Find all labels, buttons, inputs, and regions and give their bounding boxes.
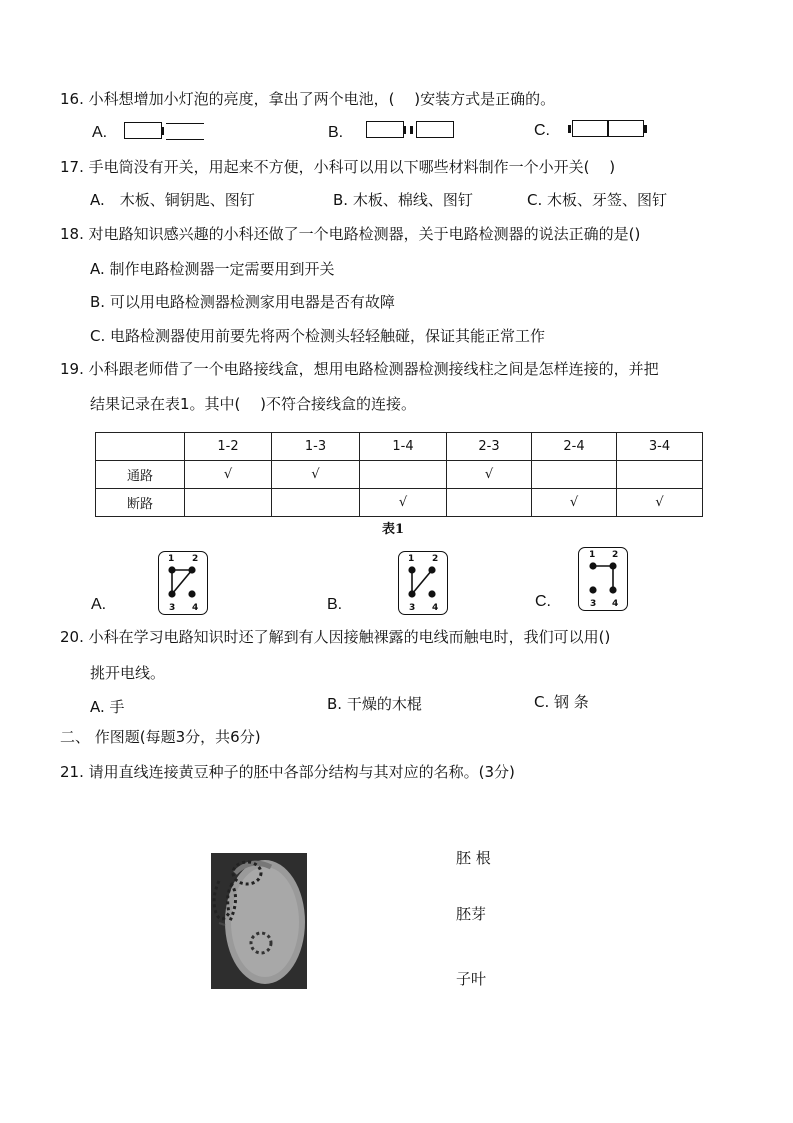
q18-option-c: C. 电路检测器使用前要先将两个检测头轻轻触碰，保证其能正常工作 xyxy=(90,327,546,345)
label-plumule: 胚芽 xyxy=(456,905,487,923)
terminal-label: 2 xyxy=(612,550,619,560)
q17-text: 17. 手电筒没有开关，用起来不方便，小科可以用以下哪些材料制作一个小开关( ) xyxy=(60,158,616,176)
table-cell: √ xyxy=(185,461,272,489)
q19-text-line1: 19. 小科跟老师借了一个电路接线盒，想用电路检测器检测接线柱之间是怎样连接的，并把 xyxy=(60,360,659,378)
table-cell xyxy=(360,461,447,489)
label-radicle: 胚 根 xyxy=(456,849,491,867)
terminal-label: 1 xyxy=(589,550,596,560)
table-cell: √ xyxy=(272,461,360,489)
table-header: 1-4 xyxy=(360,433,447,461)
terminal-label: 1 xyxy=(168,554,175,564)
table-cell: √ xyxy=(360,489,447,517)
terminal-label: 3 xyxy=(590,599,597,609)
table-cell xyxy=(532,461,617,489)
table-cell: √ xyxy=(617,489,703,517)
q17-option-b: B. 木板、棉线、图钉 xyxy=(333,191,473,209)
q20-text-line2: 挑开电线。 xyxy=(90,664,166,682)
table-cell xyxy=(96,433,185,461)
table-cell xyxy=(185,489,272,517)
terminal-label: 4 xyxy=(192,603,199,613)
q18-option-a: A. 制作电路检测器一定需要用到开关 xyxy=(90,260,335,278)
table-header: 1-3 xyxy=(272,433,360,461)
table-cell xyxy=(617,461,703,489)
table-cell: √ xyxy=(447,461,532,489)
q17-option-a: A. 木板、铜钥匙、图钉 xyxy=(90,191,255,209)
table-header: 2-4 xyxy=(532,433,617,461)
terminal-label: 3 xyxy=(409,603,416,613)
q19-option-a: A. xyxy=(91,596,107,613)
table-row xyxy=(96,461,703,489)
wiring-lines-c xyxy=(577,546,627,610)
q19-text-line2: 结果记录在表1。其中( )不符合接线盒的连接。 xyxy=(90,395,417,413)
q16-option-b: B. xyxy=(328,124,344,141)
terminal-label: 1 xyxy=(408,554,415,564)
q20-option-c: C. 钢 条 xyxy=(534,693,589,711)
wiring-box-b xyxy=(398,551,448,615)
q16-option-a: A. xyxy=(92,124,108,141)
q16-text: 16. 小科想增加小灯泡的亮度，拿出了两个电池，( )安装方式是正确的。 xyxy=(60,90,556,108)
wiring-lines-b xyxy=(397,550,447,614)
table-cell xyxy=(447,489,532,517)
section-title: 二、 作图题(每题3分，共6分) xyxy=(60,728,261,746)
terminal-label: 2 xyxy=(192,554,199,564)
q20-text-line1: 20. 小科在学习电路知识时还了解到有人因接触裸露的电线而触电时，我们可以用() xyxy=(60,628,611,646)
table-header-row xyxy=(96,433,703,461)
wiring-box-c xyxy=(578,547,628,611)
row-label: 通路 xyxy=(96,461,185,489)
table-caption: 表1 xyxy=(382,522,405,537)
terminal-label: 4 xyxy=(612,599,619,609)
wiring-lines-a xyxy=(157,550,207,614)
q21-text: 21. 请用直线连接黄豆种子的胚中各部分结构与其对应的名称。(3分) xyxy=(60,763,515,781)
connection-table xyxy=(95,432,703,517)
table-cell: √ xyxy=(532,489,617,517)
table-header: 3-4 xyxy=(617,433,703,461)
terminal-label: 3 xyxy=(169,603,176,613)
q20-option-a: A. 手 xyxy=(90,698,125,716)
q19-option-c: C. xyxy=(535,593,551,610)
wiring-box-a xyxy=(158,551,208,615)
q18-text: 18. 对电路知识感兴趣的小科还做了一个电路检测器，关于电路检测器的说法正确的是() xyxy=(60,225,641,243)
table-row xyxy=(96,489,703,517)
table-header: 1-2 xyxy=(185,433,272,461)
terminal-label: 4 xyxy=(432,603,439,613)
table-cell xyxy=(272,489,360,517)
q16-option-c: C. xyxy=(534,122,550,139)
table-header: 2-3 xyxy=(447,433,532,461)
q18-option-b: B. 可以用电路检测器检测家用电器是否有故障 xyxy=(90,293,395,311)
q20-option-b: B. 干燥的木棍 xyxy=(327,695,422,713)
seed-cross-section xyxy=(211,853,307,989)
row-label: 断路 xyxy=(96,489,185,517)
q17-option-c: C. 木板、牙签、图钉 xyxy=(527,191,668,209)
soybean-seed-photo xyxy=(211,853,307,989)
label-cotyledon: 子叶 xyxy=(456,970,487,988)
terminal-label: 2 xyxy=(432,554,439,564)
q19-option-b: B. xyxy=(327,596,343,613)
